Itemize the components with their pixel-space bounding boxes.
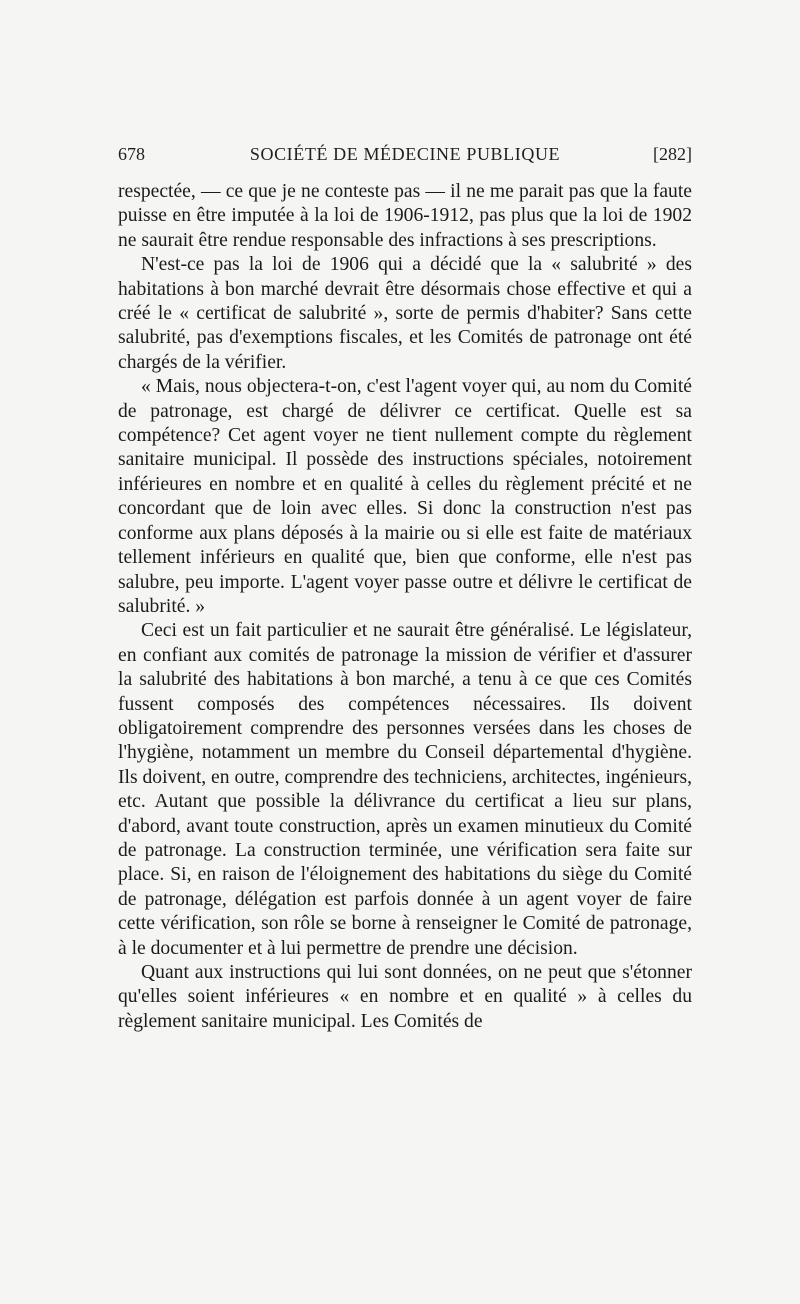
running-header <box>118 144 692 172</box>
paragraph: Ceci est un fait particulier et ne saurait être généralisé. Le législateur, en confiant aux comités de patronage la mission de vérifier et d'assurer la salubrité des habitations à bon marché, a tenu à ce que ces Comités fussent composés des compétences nécessaires. Ils doivent obligatoirement comprendre des personnes versées dans les choses de l'hygiène, notamment un membre du Conseil départemental d'hygiène. Ils doivent, en outre, comprendre des techniciens, architectes, ingénieurs, etc. Autant que possible la délivrance du certificat a lieu sur plans, d'abord, avant toute construction, après un examen minutieux du Comité de patronage. La construction terminée, une vérification sera faite sur place. Si, en raison de l'éloignement des habitations du siège du Comité de patronage, délégation est parfois donnée à un agent voyer de faire cette vérification, son rôle se borne à renseigner le Comité de patronage, à le documenter et à lui permettre de prendre une décision. <box>118 620 692 959</box>
paragraph-quotation: « Mais, nous objectera-t-on, c'est l'agent voyer qui, au nom du Comité de patronage, est chargé de délivrer ce certificat. Quelle est sa compétence? Cet agent voyer ne tient nullement compte du règlement sanitaire municipal. Il possède des instructions spéciales, notoirement inférieures en nombre et en qualité à celles du règlement précité et ne concordant que de loin avec elles. Si donc la construction n'est pas conforme aux plans déposés à la mairie ou si elle est faite de matériaux tellement inférieurs en qualité que, bien que conforme, elle n'est pas salubre, peu importe. L'agent voyer passe outre et délivre le certificat de salubrité. » <box>118 376 692 617</box>
body-text <box>118 180 692 1034</box>
page-number: 678 <box>118 144 145 164</box>
running-title: SOCIÉTÉ DE MÉDECINE PUBLIQUE <box>249 144 561 164</box>
section-number: [282] <box>653 144 692 164</box>
paragraph: Quant aux instructions qui lui sont données, on ne peut que s'étonner qu'elles soient inférieures « en nombre et en qualité » à celles du règlement sanitaire municipal. Les Comités de <box>118 962 692 1032</box>
paragraph-continuation: respectée, — ce que je ne conteste pas — il ne me parait pas que la faute puisse en être imputée à la loi de 1906-1912, pas plus que la loi de 1902 ne saurait être rendue responsable des infractions à ses prescriptions. <box>118 181 692 251</box>
paragraph: N'est-ce pas la loi de 1906 qui a décidé que la « salubrité » des habitations à bon marché devrait être désormais chose effective et qui a créé le « certificat de salubrité », sorte de permis d'habiter? Sans cette salubrité, pas d'exemptions fiscales, et les Comités de patronage ont été chargés de la vérifier. <box>118 254 692 373</box>
